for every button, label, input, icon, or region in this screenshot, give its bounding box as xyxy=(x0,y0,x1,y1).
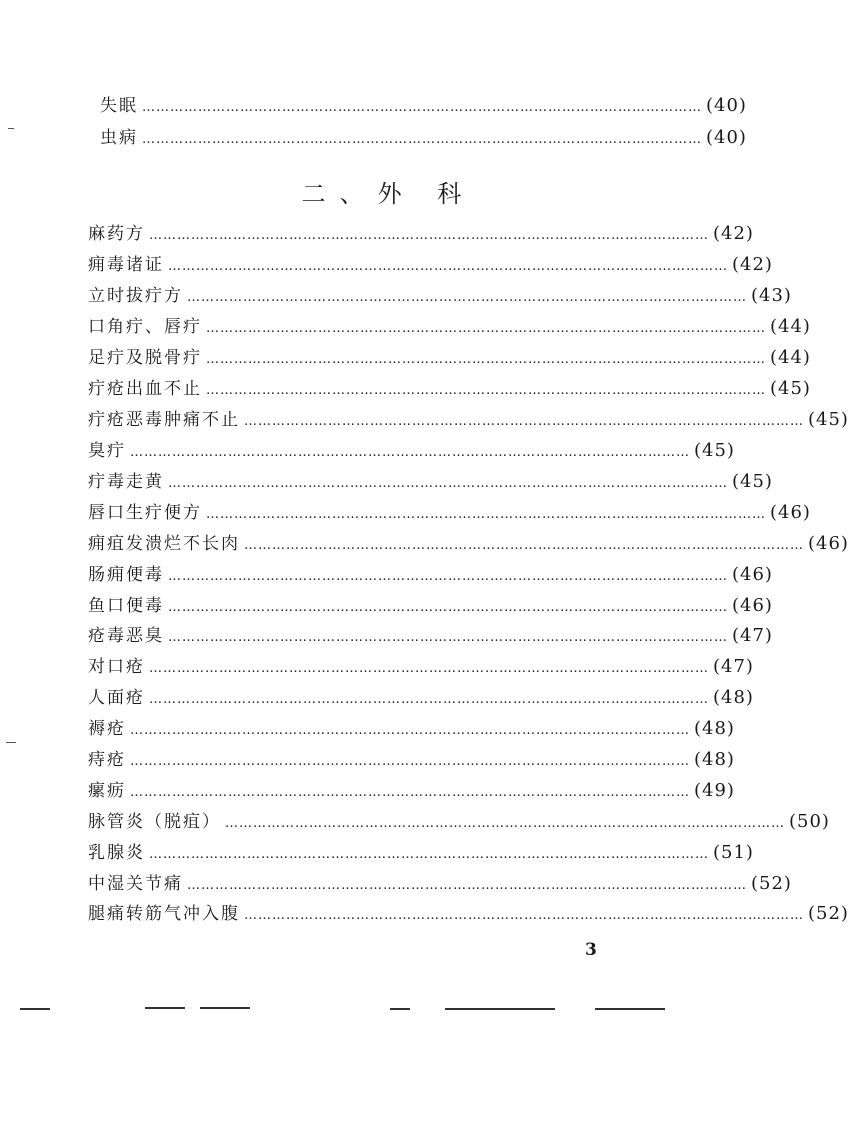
toc-entry-title: 褥疮 xyxy=(88,719,126,739)
toc-entry xyxy=(88,841,754,867)
toc-entry-page: (43) xyxy=(751,285,792,306)
toc-entry-page: (52) xyxy=(808,903,849,924)
toc-entry-title: 立时拔疔方 xyxy=(88,286,183,306)
dot-leader: ………………………………………………………………………………………………………… xyxy=(130,723,690,738)
toc-entry-title: 人面疮 xyxy=(88,688,145,708)
dot-leader: ………………………………………………………………………………………………………… xyxy=(206,321,766,336)
bottom-rule xyxy=(390,1008,410,1010)
dot-leader: ………………………………………………………………………………………………………… xyxy=(206,507,766,522)
toc-entry-title: 唇口生疔便方 xyxy=(88,503,202,523)
dot-leader: ………………………………………………………………………………………………………… xyxy=(244,414,804,429)
toc-entry-page: (48) xyxy=(713,687,754,708)
dot-leader: ………………………………………………………………………………………………………… xyxy=(168,476,728,491)
toc-entry-page: (47) xyxy=(732,625,773,646)
bottom-rule xyxy=(445,1008,555,1010)
toc-entry-title: 疔疮出血不止 xyxy=(88,379,202,399)
toc-entry xyxy=(88,284,792,310)
toc-entry-title: 瘰疬 xyxy=(88,781,126,801)
dot-leader: ………………………………………………………………………………………………………… xyxy=(168,630,728,645)
toc-entry-page: (48) xyxy=(694,749,735,770)
toc-entry-page: (42) xyxy=(732,254,773,275)
toc-entry-title: 失眠 xyxy=(100,96,138,116)
scan-mark xyxy=(8,128,14,129)
toc-entry-title: 麻药方 xyxy=(88,224,145,244)
toc-entry xyxy=(88,748,735,774)
toc-entry-title: 足疔及脱骨疔 xyxy=(88,348,202,368)
toc-entry xyxy=(88,315,811,341)
dot-leader: ………………………………………………………………………………………………………… xyxy=(142,100,702,115)
toc-entry xyxy=(88,872,792,898)
scan-mark xyxy=(6,742,16,743)
bottom-rule xyxy=(595,1008,665,1010)
toc-entry xyxy=(100,126,747,152)
dot-leader: ………………………………………………………………………………………………………… xyxy=(244,538,804,553)
dot-leader: ………………………………………………………………………………………………………… xyxy=(130,754,690,769)
dot-leader: ………………………………………………………………………………………………………… xyxy=(149,847,709,862)
dot-leader: ………………………………………………………………………………………………………… xyxy=(206,383,766,398)
toc-entry xyxy=(88,253,773,279)
toc-entry-title: 乳腺炎 xyxy=(88,843,145,863)
toc-entry-page: (44) xyxy=(770,316,811,337)
toc-entry xyxy=(88,563,773,589)
toc-entry-title: 腿痛转筋气冲入腹 xyxy=(88,904,240,924)
dot-leader: ………………………………………………………………………………………………………… xyxy=(168,569,728,584)
toc-entry-page: (50) xyxy=(789,811,830,832)
toc-entry-title: 鱼口便毒 xyxy=(88,596,164,616)
toc-entry xyxy=(88,470,773,496)
toc-entry-page: (49) xyxy=(694,780,735,801)
toc-entry-title: 痈疽发溃烂不长肉 xyxy=(88,534,240,554)
bottom-rule xyxy=(145,1007,185,1009)
toc-entry-title: 痈毒诸证 xyxy=(88,255,164,275)
dot-leader: ………………………………………………………………………………………………………… xyxy=(130,445,690,460)
toc-entry xyxy=(88,532,849,558)
toc-entry-title: 肠痈便毒 xyxy=(88,565,164,585)
dot-leader: ………………………………………………………………………………………………………… xyxy=(168,259,728,274)
toc-entry-page: (46) xyxy=(808,533,849,554)
bottom-rule xyxy=(200,1007,250,1009)
toc-entry-title: 痔疮 xyxy=(88,750,126,770)
toc-entry xyxy=(88,779,735,805)
toc-entry-page: (52) xyxy=(751,873,792,894)
toc-entry-page: (51) xyxy=(713,842,754,863)
toc-entry-page: (40) xyxy=(706,127,747,148)
toc-entry xyxy=(88,439,735,465)
toc-entry-page: (45) xyxy=(732,471,773,492)
toc-entry-title: 疔毒走黄 xyxy=(88,472,164,492)
toc-entry xyxy=(88,346,811,372)
dot-leader: ………………………………………………………………………………………………………… xyxy=(225,816,785,831)
toc-entry-title: 中湿关节痛 xyxy=(88,874,183,894)
dot-leader: ………………………………………………………………………………………………………… xyxy=(244,908,804,923)
toc-entry xyxy=(88,408,849,434)
dot-leader: ………………………………………………………………………………………………………… xyxy=(206,352,766,367)
toc-entry xyxy=(88,717,735,743)
toc-entry-title: 虫病 xyxy=(100,128,138,148)
dot-leader: ………………………………………………………………………………………………………… xyxy=(149,692,709,707)
toc-entry xyxy=(88,655,754,681)
bottom-rule xyxy=(20,1008,50,1010)
toc-entry-page: (46) xyxy=(732,595,773,616)
toc-entry-title: 疮毒恶臭 xyxy=(88,626,164,646)
dot-leader: ………………………………………………………………………………………………………… xyxy=(187,290,747,305)
toc-entry xyxy=(88,902,849,928)
toc-entry xyxy=(88,377,811,403)
page-number: 3 xyxy=(585,940,597,960)
toc-entry-page: (46) xyxy=(732,564,773,585)
toc-entry xyxy=(88,810,830,836)
toc-entry-title: 臭疔 xyxy=(88,441,126,461)
toc-entry xyxy=(88,594,773,620)
dot-leader: ………………………………………………………………………………………………………… xyxy=(149,228,709,243)
toc-entry-title: 口角疔、唇疔 xyxy=(88,317,202,337)
toc-entry xyxy=(88,686,754,712)
toc-entry xyxy=(88,624,773,650)
section-heading: 二、外 科 xyxy=(301,180,476,208)
dot-leader: ………………………………………………………………………………………………………… xyxy=(149,661,709,676)
toc-entry-page: (42) xyxy=(713,223,754,244)
toc-entry-title: 脉管炎（脱疽） xyxy=(88,812,221,832)
toc-entry xyxy=(100,94,747,120)
toc-entry-page: (46) xyxy=(770,502,811,523)
toc-entry xyxy=(88,222,754,248)
toc-entry-page: (45) xyxy=(694,440,735,461)
toc-entry-page: (45) xyxy=(770,378,811,399)
dot-leader: ………………………………………………………………………………………………………… xyxy=(130,785,690,800)
dot-leader: ………………………………………………………………………………………………………… xyxy=(187,878,747,893)
toc-entry xyxy=(88,501,811,527)
toc-entry-page: (44) xyxy=(770,347,811,368)
toc-entry-title: 疔疮恶毒肿痛不止 xyxy=(88,410,240,430)
dot-leader: ………………………………………………………………………………………………………… xyxy=(142,132,702,147)
toc-entry-page: (45) xyxy=(808,409,849,430)
toc-entry-title: 对口疮 xyxy=(88,657,145,677)
toc-entry-page: (40) xyxy=(706,95,747,116)
toc-entry-page: (48) xyxy=(694,718,735,739)
toc-entry-page: (47) xyxy=(713,656,754,677)
dot-leader: ………………………………………………………………………………………………………… xyxy=(168,600,728,615)
